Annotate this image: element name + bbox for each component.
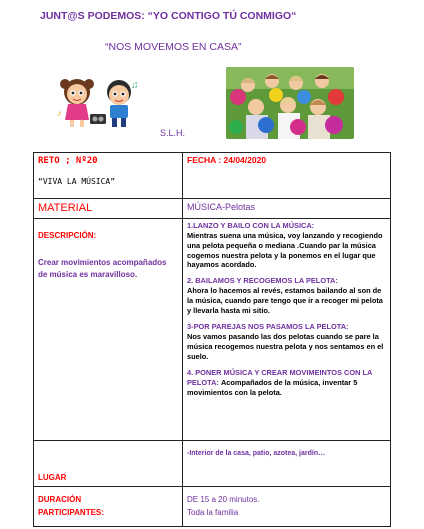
author-initials: S.L.H. xyxy=(160,128,186,138)
step-body: Mientras suena una música, voy lanzando y recogiendo una pelota pequeña o mediana .Cuando par la música cogemos nuestra pelota y la ponemos en el lugar que hayamos acordado. xyxy=(187,230,383,270)
svg-text:♪: ♪ xyxy=(57,108,62,118)
activity-table xyxy=(33,152,391,527)
descripcion-text: Crear movimientos acompañados de música es maravilloso. xyxy=(38,258,167,280)
material-value: MÚSICA-Pelotas xyxy=(187,202,256,212)
svg-text:♫: ♫ xyxy=(131,80,139,91)
reto-cell xyxy=(34,153,183,199)
step-body: Ahora lo hacemos al revés, estamos bailando al son de la música, cuando pare tengo que ir a recoger mi pelota y llevarla hasta mi sitio. xyxy=(187,286,383,316)
lugar-value: -Interior de la casa, patio, azotea, jardín… xyxy=(187,449,326,457)
step-3 xyxy=(187,322,386,362)
step-title: 4. PONER MÚSICA Y CREAR MOVIMEINTOS CON LA PELOTA: xyxy=(187,367,373,387)
descripcion-label: DESCRIPCIÓN: xyxy=(38,230,97,240)
duracion-label-cell xyxy=(34,486,183,526)
step-title: 3-POR PAREJAS NOS PASAMOS LA PELOTA: xyxy=(187,322,349,332)
duracion-value: DE 15 a 20 minutos. xyxy=(187,494,260,504)
material-label: MATERIAL xyxy=(38,202,93,214)
step-body: Acompañados de la música, inventar 5 movimientos con la pelota. xyxy=(187,377,358,397)
step-2 xyxy=(187,276,386,316)
reto-name: “VIVA LA MÚSICA” xyxy=(38,177,116,187)
step-1 xyxy=(187,221,386,271)
page-title: JUNT@S PODEMOS: “YO CONTIGO TÚ CONMIGO“ xyxy=(40,10,297,22)
participantes-value: Toda la familia xyxy=(187,508,239,518)
step-title: 2. BAILAMOS Y RECOGEMOS LA PELOTA: xyxy=(187,276,338,286)
lugar-label: LUGAR xyxy=(38,473,67,483)
participantes-label: PARTICIPANTES: xyxy=(38,508,104,518)
descripcion-cell xyxy=(34,218,183,440)
children-with-balls-photo xyxy=(226,67,354,139)
page-subtitle: “NOS MOVEMOS EN CASA” xyxy=(105,41,242,53)
steps-cell xyxy=(183,218,391,440)
material-label-cell xyxy=(34,199,183,219)
fecha: FECHA : 24/04/2020 xyxy=(187,155,267,165)
reto-number: RETO ; Nº20 xyxy=(38,156,98,166)
lugar-value-cell xyxy=(183,440,391,486)
kids-music-illustration xyxy=(55,72,143,130)
duracion-label: DURACIÓN xyxy=(38,494,82,504)
fecha-cell xyxy=(183,153,391,199)
lugar-label-cell xyxy=(34,440,183,486)
step-body: Nos vamos pasando las dos pelotas cuando se pare la música recogemos nuestra pelota y nos sentamos en el suelo. xyxy=(187,331,384,361)
duracion-value-cell xyxy=(183,486,391,526)
step-4 xyxy=(187,368,386,398)
material-value-cell xyxy=(183,199,391,219)
step-title: 1.LANZO Y BAILO CON LA MÚSICA: xyxy=(187,220,315,230)
